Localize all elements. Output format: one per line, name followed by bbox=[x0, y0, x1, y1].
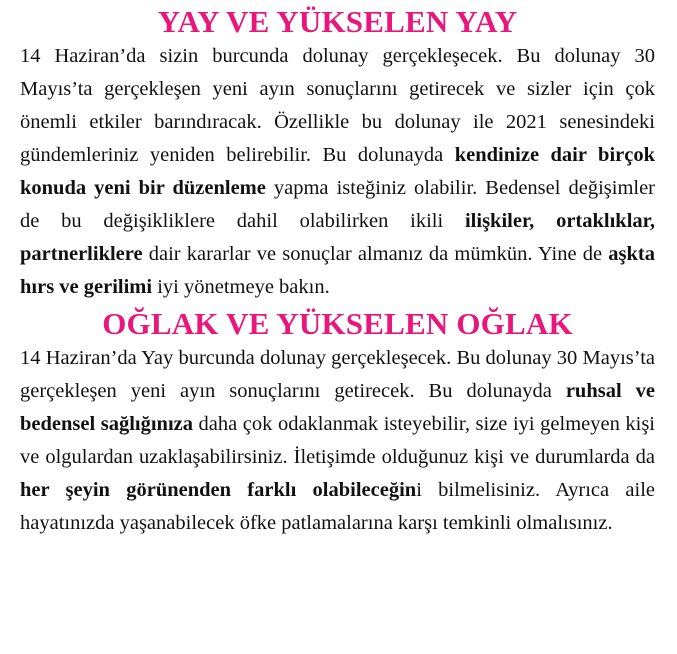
body-text-segment: yapma isteğiniz olabilir. Bedensel değişimler de bu değişikliklere dahil olabilirken ikili bbox=[20, 177, 656, 232]
bold-emphasis: ruhsal ve bedensel sağlığınıza bbox=[20, 380, 655, 435]
bold-emphasis: her şeyin görünenden farklı olabileceğin bbox=[20, 479, 417, 501]
section-body-oglak bbox=[20, 342, 655, 540]
body-text-segment: 14 Haziran’da Yay burcunda dolunay gerçekleşecek. Bu dolunay 30 Mayıs’ta gerçekleşen yeni ayın sonuçlarını getirecek. Bu dolunayda bbox=[20, 347, 655, 402]
body-text-segment: daha çok odaklanmak isteyebilir, size iyi gelmeyen kişi ve olgulardan uzaklaşabilirsiniz. İletişimde olduğunuz kişi ve durumlarda da bbox=[20, 413, 656, 468]
body-text-segment: dair kararlar ve sonuçlar almanız da mümkün. Yine de bbox=[142, 243, 609, 265]
section-title-yay: YAY VE YÜKSELEN YAY bbox=[157, 4, 518, 39]
body-text-segment: 14 Haziran’da sizin burcunda dolunay gerçekleşecek. Bu dolunay 30 Mayıs’ta gerçekleşen yeni ayın sonuçlarını getirecek ve sizler için çok önemli etkiler barındıracak. Özellikle bu dolunay ile 2021 senesindeki gündemleriniz yeniden belirebilir. Bu dolunayda bbox=[20, 45, 655, 166]
section-title-oglak: OĞLAK VE YÜKSELEN OĞLAK bbox=[102, 306, 573, 341]
bold-emphasis: ilişkiler, ortaklıklar, partnerliklere bbox=[20, 210, 655, 265]
bold-emphasis: kendinize dair birçok konuda yeni bir düzenleme bbox=[20, 144, 655, 199]
bold-emphasis: aşkta hırs ve gerilimi bbox=[20, 243, 655, 298]
body-text-segment: i bilmelisiniz. Ayrıca aile hayatınızda yaşanabilecek öfke patlamalarına karşı temkinli olmalısınız. bbox=[20, 479, 655, 534]
body-text-segment: iyi yönetmeye bakın. bbox=[152, 276, 330, 298]
section-body-yay bbox=[20, 40, 655, 304]
